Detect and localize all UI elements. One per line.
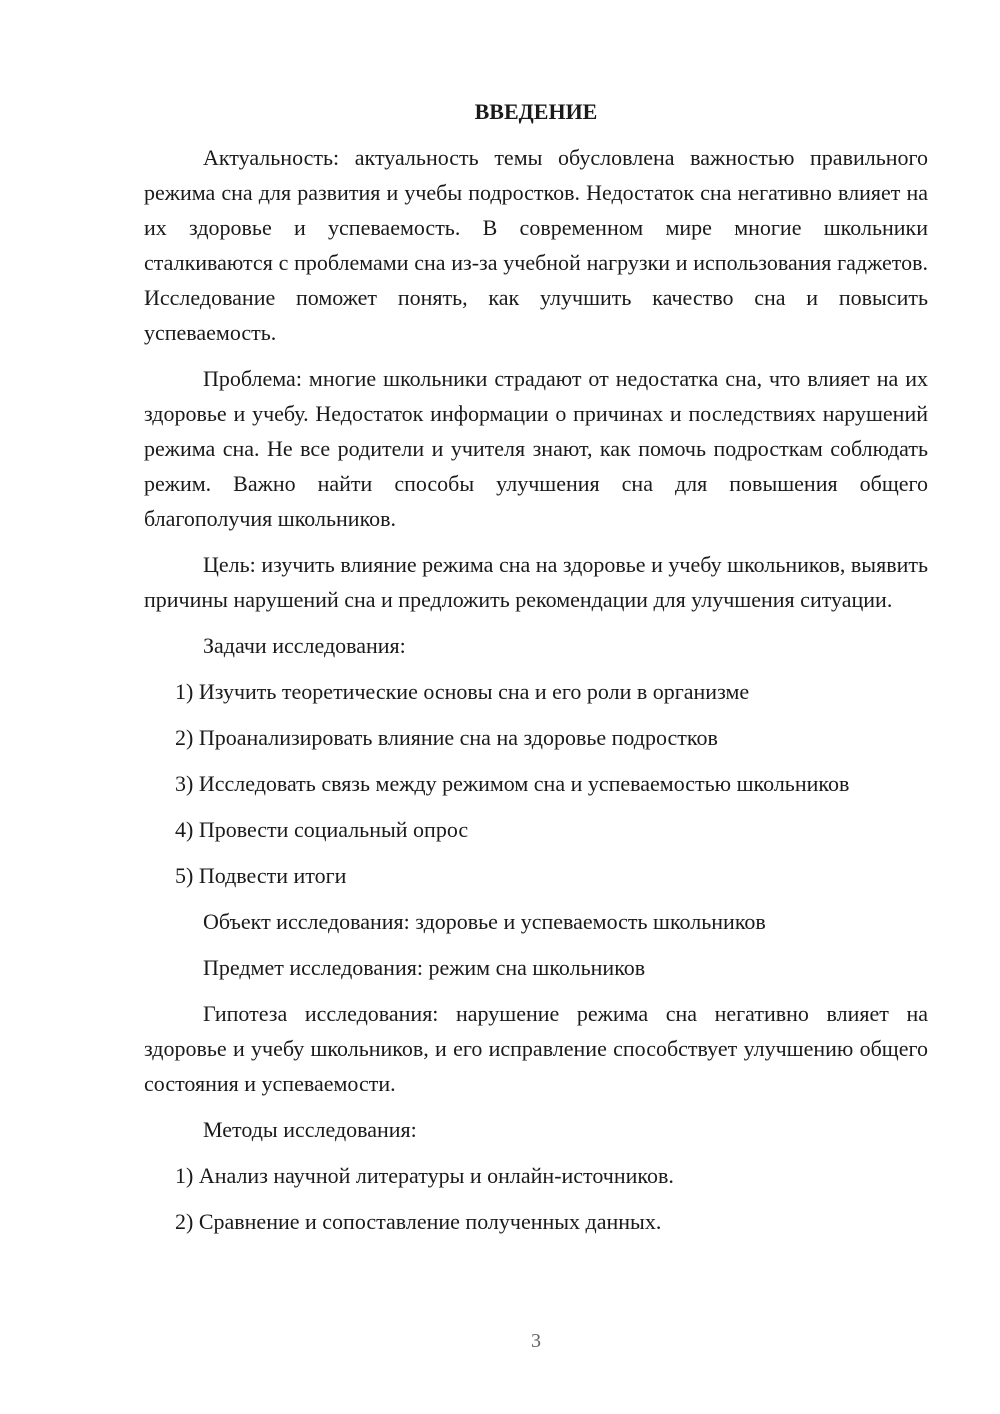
research-object: Объект исследования: здоровье и успеваемость школьников xyxy=(203,909,766,934)
task-item-1: 1) Изучить теоретические основы сна и его роли в организме xyxy=(175,679,750,704)
task-item-3: 3) Исследовать связь между режимом сна и успеваемостью школьников xyxy=(175,771,850,796)
page-number: 3 xyxy=(531,1330,541,1352)
method-item-2: 2) Сравнение и сопоставление полученных данных. xyxy=(175,1209,662,1234)
problem-paragraph: Проблема: многие школьники страдают от недостатка сна, что влияет на их здоровье и учебу. Недостаток информации о причинах и последствиях нарушений режима сна. Не все родители и учителя знают, как помочь подросткам соблюдать режим. Важно найти способы улучшения сна для повышения общего благополучия школьников. xyxy=(144,366,928,531)
methods-heading: Методы исследования: xyxy=(203,1117,417,1142)
relevance-paragraph: Актуальность: актуальность темы обусловлена важностью правильного режима сна для развития и учебы подростков. Недостаток сна негативно влияет на их здоровье и успеваемость. В современном мире многие школьники сталкиваются с проблемами сна из-за учебной нагрузки и использования гаджетов. Исследование поможет понять, как улучшить качество сна и повысить успеваемость. xyxy=(144,145,928,345)
hypothesis-paragraph: Гипотеза исследования: нарушение режима сна негативно влияет на здоровье и учебу школьников, и его исправление способствует улучшению общего состояния и успеваемости. xyxy=(144,1001,928,1096)
goal-paragraph: Цель: изучить влияние режима сна на здоровье и учебу школьников, выявить причины нарушений сна и предложить рекомендации для улучшения ситуации. xyxy=(144,552,928,612)
task-item-2: 2) Проанализировать влияние сна на здоровье подростков xyxy=(175,725,718,750)
section-title: ВВЕДЕНИЕ xyxy=(474,99,598,124)
tasks-heading: Задачи исследования: xyxy=(203,633,406,658)
document-page xyxy=(144,94,928,1250)
task-item-5: 5) Подвести итоги xyxy=(175,863,347,888)
method-item-1: 1) Анализ научной литературы и онлайн-источников. xyxy=(175,1163,674,1188)
research-subject: Предмет исследования: режим сна школьников xyxy=(203,955,646,980)
task-item-4: 4) Провести социальный опрос xyxy=(175,817,469,842)
